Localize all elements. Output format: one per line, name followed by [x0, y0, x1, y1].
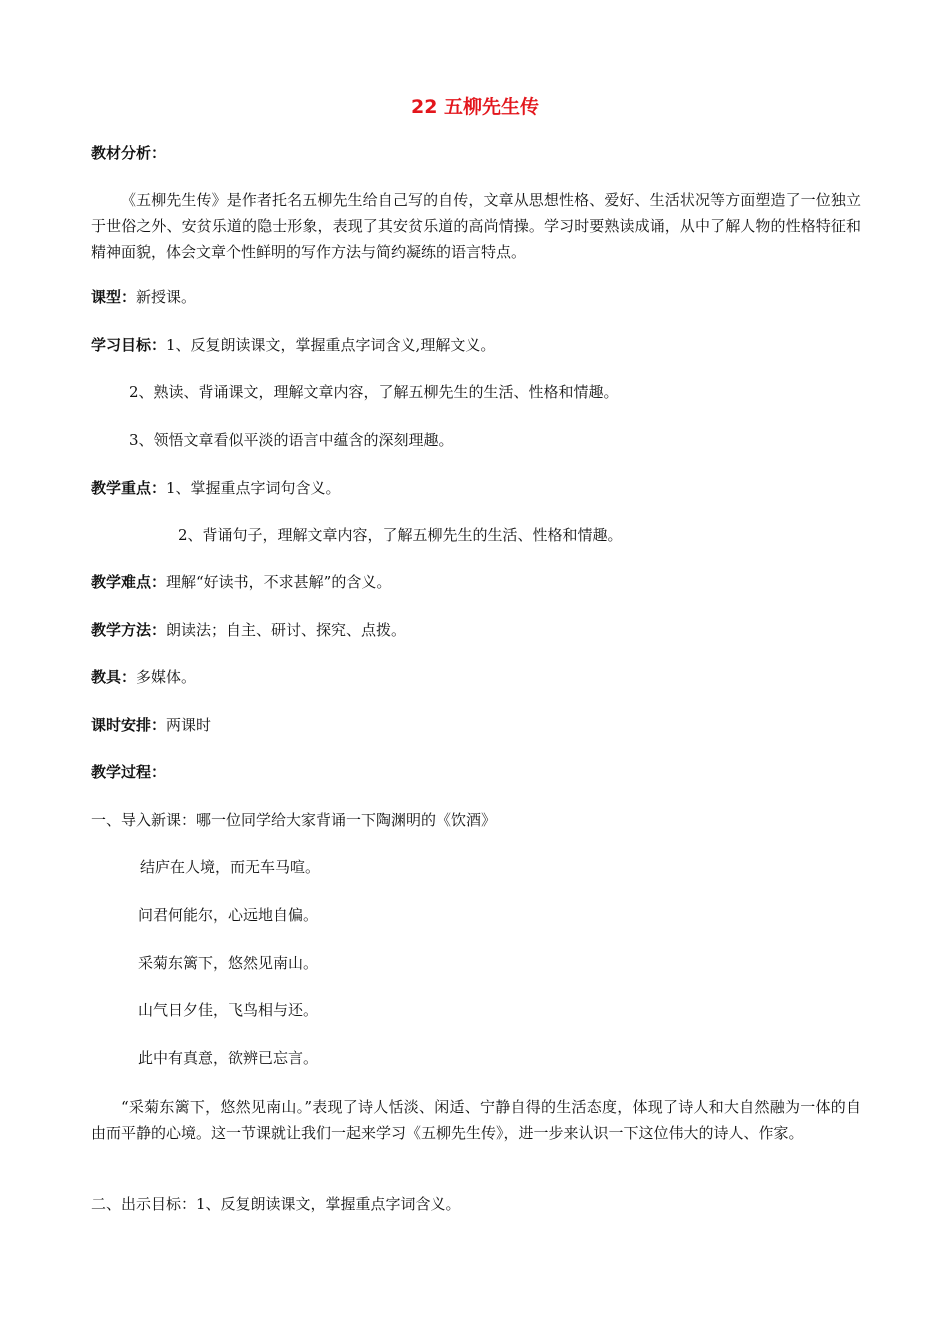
- difficulty-value: 理解“好读书，不求甚解”的含义。: [166, 573, 392, 591]
- analysis-label: 教材分析：: [91, 144, 167, 162]
- process-step-2: 二、出示目标：1、反复朗读课文，掌握重点字词含义。: [91, 1195, 461, 1213]
- schedule-row: [91, 715, 211, 735]
- poem-line: 采菊东篱下，悠然见南山。: [138, 954, 319, 972]
- lesson-type-value: 新授课。: [136, 288, 197, 306]
- methods-value: 朗读法；自主、研讨、探究、点拨。: [166, 621, 407, 639]
- methods-label: 教学方法：: [91, 621, 167, 639]
- objective-item: 2、熟读、背诵课文，理解文章内容，了解五柳先生的生活、性格和情趣。: [129, 383, 619, 401]
- difficulty-row: [91, 572, 391, 592]
- methods-row: [91, 620, 406, 640]
- poem-line: 此中有真意，欲辨已忘言。: [138, 1049, 319, 1067]
- commentary-paragraph: “采菊东篱下，悠然见南山。”表现了诗人恬淡、闲适、宁静自得的生活态度，体现了诗人和大自然融为一体的自由而平静的心境。这一节课就让我们一起来学习《五柳先生传》，进一步来认识一下这位伟大的诗人、作家。: [91, 1098, 861, 1142]
- objective-item: 1、反复朗读课文，掌握重点字词含义,理解文义。: [166, 336, 496, 354]
- key-points-row: [91, 478, 341, 498]
- schedule-value: 两课时: [166, 716, 212, 734]
- page-title: 22 五柳先生传: [410, 96, 540, 118]
- analysis-paragraph: 《五柳先生传》是作者托名五柳先生给自己写的自传，文章从思想性格、爱好、生活状况等方面塑造了一位独立于世俗之外、安贫乐道的隐士形象，表现了其安贫乐道的高尚情操。学习时要熟读成诵，从中了解人物的性格特征和精神面貌，体会文章个性鲜明的写作方法与简约凝练的语言特点。: [91, 191, 861, 261]
- poem-line: 山气日夕佳，飞鸟相与还。: [138, 1001, 319, 1019]
- objectives-row: [91, 335, 495, 355]
- key-point-item: 2、背诵句子，理解文章内容，了解五柳先生的生活、性格和情趣。: [178, 526, 623, 544]
- difficulty-label: 教学难点：: [91, 573, 167, 591]
- process-intro: 一、导入新课：哪一位同学给大家背诵一下陶渊明的《饮酒》: [91, 811, 497, 829]
- lesson-type-row: [91, 287, 196, 307]
- poem-line: 问君何能尔，心远地自偏。: [138, 906, 319, 924]
- lesson-type-label: 课型：: [91, 288, 137, 306]
- objective-item: 3、领悟文章看似平淡的语言中蕴含的深刻理趣。: [129, 431, 454, 449]
- process-label: 教学过程：: [91, 763, 167, 781]
- tools-value: 多媒体。: [136, 668, 197, 686]
- key-point-item: 1、掌握重点字词句含义。: [166, 479, 341, 497]
- schedule-label: 课时安排：: [91, 716, 167, 734]
- tools-row: [91, 667, 196, 687]
- objectives-label: 学习目标：: [91, 336, 167, 354]
- key-points-label: 教学重点：: [91, 479, 167, 497]
- poem-line: 结庐在人境，而无车马喧。: [140, 858, 321, 876]
- tools-label: 教具：: [91, 668, 137, 686]
